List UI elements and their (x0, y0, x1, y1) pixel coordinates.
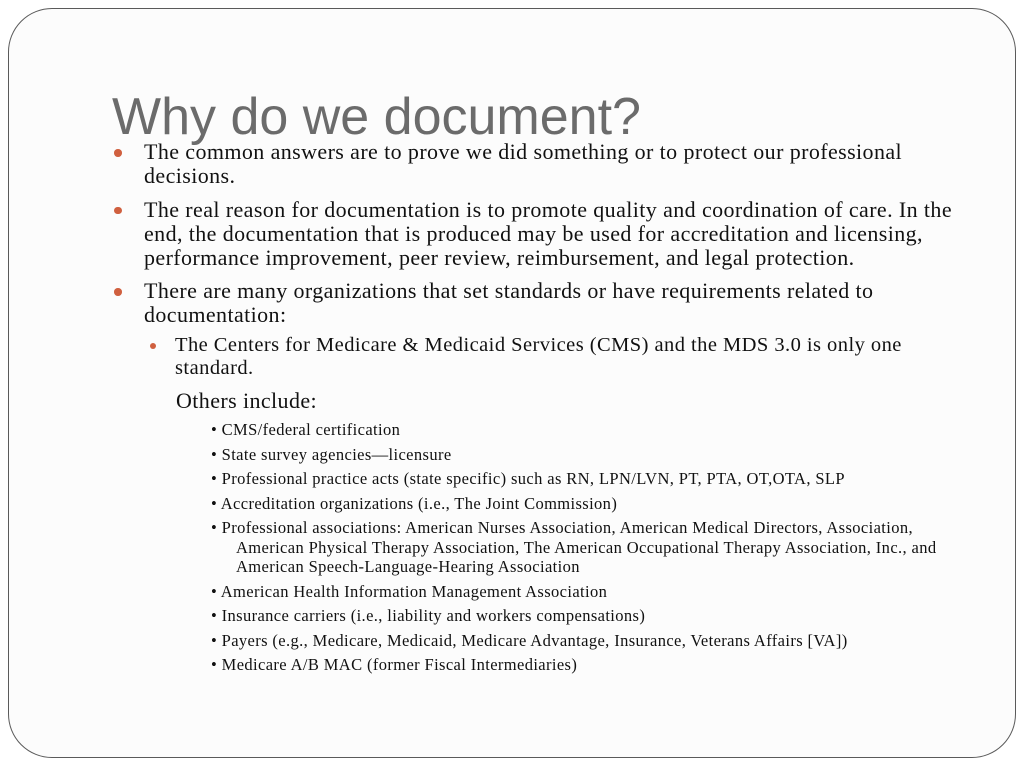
others-item-line: • State survey agencies—licensure (211, 444, 452, 464)
bullet-icon (114, 288, 122, 296)
slide-title: Why do we document? (112, 88, 641, 146)
slide-body (0, 140, 1024, 675)
sub-bullet-text-line: standard. (175, 357, 254, 379)
bullet-item (0, 140, 1024, 188)
bullet-text-line: end, the documentation that is produced may be used for accreditation and licensing, (144, 220, 923, 246)
others-item-line: • Accreditation organizations (i.e., The Joint Commission) (211, 493, 618, 513)
others-item-line: • Insurance carriers (i.e., liability and workers compensations) (211, 606, 646, 625)
others-item (0, 655, 1024, 675)
others-item-line: • Professional associations: American Nurses Association, American Medical Directors, Association, (211, 518, 913, 537)
others-item-line: American Speech-Language-Hearing Association (236, 557, 580, 576)
bullet-text-line: performance improvement, peer review, reimbursement, and legal protection. (144, 244, 855, 270)
bullet-text-line: documentation: (144, 302, 287, 327)
others-item-line: • American Health Information Management Association (211, 581, 608, 601)
sub-bullet-text-line: The Centers for Medicare & Medicaid Services (CMS) and the MDS 3.0 is only one (175, 334, 902, 356)
others-item (0, 631, 1024, 651)
others-item (0, 420, 1024, 440)
others-item-line: American Physical Therapy Association, The American Occupational Therapy Association, Inc., and (236, 537, 937, 557)
others-item (0, 469, 1024, 489)
bullet-text-line: The common answers are to prove we did something or to protect our professional (144, 139, 903, 164)
bullet-icon (114, 149, 122, 157)
others-item (0, 445, 1024, 465)
others-item-line: • Medicare A/B MAC (former Fiscal Intermediaries) (211, 655, 578, 674)
others-heading: Others include: (176, 388, 318, 413)
bullet-item (0, 279, 1024, 380)
others-item (0, 606, 1024, 626)
sub-bullet-item (144, 334, 1024, 380)
bullet-item (0, 198, 1024, 270)
others-item (0, 582, 1024, 602)
bullet-text-line: decisions. (144, 163, 236, 188)
others-item-line: • Professional practice acts (state specific) such as RN, LPN/LVN, PT, PTA, OT,OTA, SLP (211, 469, 845, 488)
sub-bullet-icon (150, 343, 156, 349)
others-list (0, 420, 1024, 675)
others-item-line: • CMS/federal certification (211, 420, 401, 439)
bullet-text-line: The real reason for documentation is to promote quality and coordination of care. In the (144, 196, 952, 222)
others-item (0, 494, 1024, 514)
others-item-line: • Payers (e.g., Medicare, Medicaid, Medicare Advantage, Insurance, Veterans Affairs [VA]) (211, 630, 848, 650)
bullet-icon (114, 207, 122, 215)
bullet-text-line: There are many organizations that set standards or have requirements related to (144, 278, 874, 303)
others-item (0, 518, 1024, 577)
